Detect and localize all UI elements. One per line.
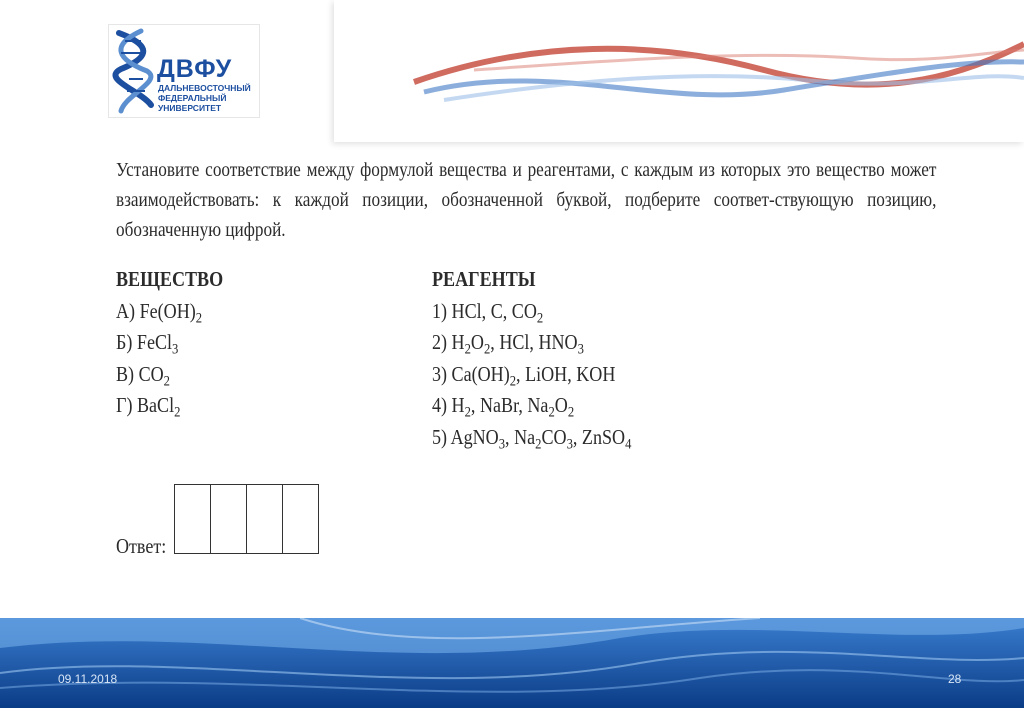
substance-item: А) $Fe(OH)_2$: [116, 298, 203, 326]
answer-cell[interactable]: [175, 485, 211, 553]
substance-item: В) $CO_2$: [116, 361, 170, 389]
reagent-item: 3) $Ca(OH)_2$, LiOH, KOH: [432, 361, 616, 389]
answer-cell[interactable]: [211, 485, 247, 553]
reagents-list: [432, 296, 631, 454]
footer-date: 09.11.2018: [58, 672, 118, 686]
footer-band: [0, 618, 1024, 708]
dna-helix-icon: [111, 27, 161, 117]
logo-title: ДВФУ: [157, 55, 233, 83]
answer-label: Ответ:: [116, 534, 167, 558]
logo-line-1: ДАЛЬНЕВОСТОЧНЫЙ: [158, 83, 251, 93]
answer-grid: [174, 484, 319, 554]
logo-subtitle: [158, 83, 251, 113]
substances-column: [116, 264, 223, 422]
substances-list: [116, 296, 223, 422]
substance-item: Б) FeCl$_3$: [116, 330, 179, 358]
decorative-waves: [334, 0, 1024, 142]
logo-line-3: УНИВЕРСИТЕТ: [158, 103, 222, 113]
university-logo: [108, 24, 260, 118]
answer-cell[interactable]: [247, 485, 283, 553]
answer-cell[interactable]: [283, 485, 318, 553]
logo-line-2: ФЕДЕРАЛЬНЫЙ: [158, 93, 227, 103]
reagent-item: 4) $H_2$, NaBr, $Na_2O_2$: [432, 393, 575, 421]
reagents-column: [432, 264, 631, 453]
page-number: 28: [948, 672, 962, 686]
reagent-item: 5) AgNO$_3$, $Na_2CO_3$, ZnSO$_4$: [432, 424, 632, 452]
header-banner: [334, 0, 1024, 142]
reagents-header: РЕАГЕНТЫ: [432, 267, 536, 291]
substance-item: Г) BaCl$_2$: [116, 393, 181, 421]
task-statement: Установите соответствие между формулой вещества и реагентами, с каждым из которых это вещество может взаимодействовать: к каждой позиции, обозначенной буквой, подберите соответ-ствующую позицию, обозначенную цифрой.: [116, 159, 937, 241]
reagent-item: 1) HCl, C, $CO_2$: [432, 298, 544, 326]
substances-header: ВЕЩЕСТВО: [116, 267, 224, 291]
reagent-item: 2) $H_2O_2$, HCl, $HNO_3$: [432, 330, 584, 358]
